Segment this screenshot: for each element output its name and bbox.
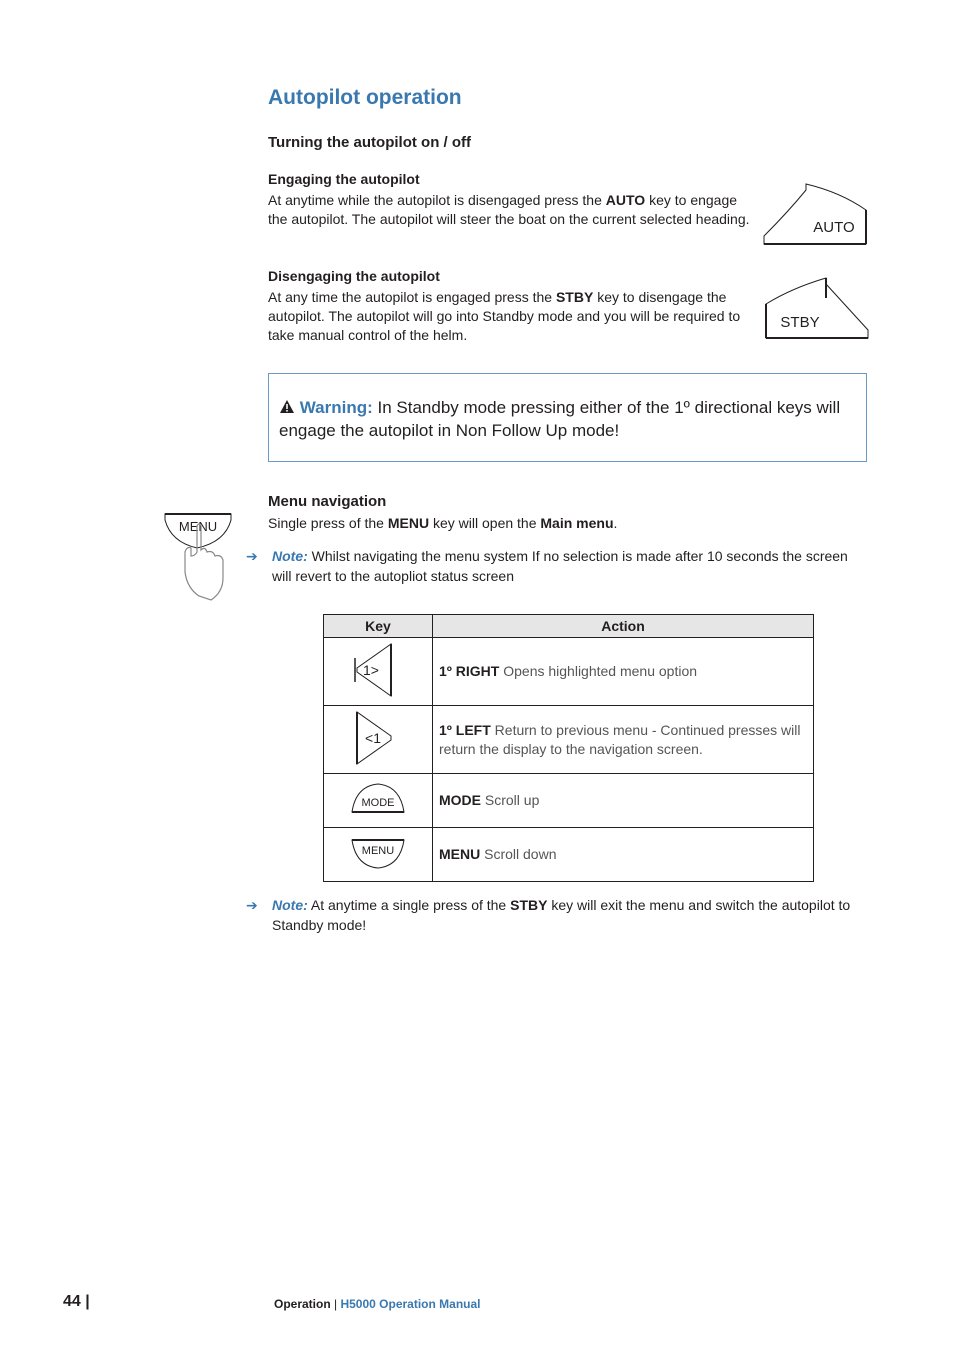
svg-text:MODE: MODE <box>361 797 395 809</box>
menu-key-cell <box>324 828 433 882</box>
disengaging-text: At any time the autopilot is engaged press the STBY key to disengage the autopilot. The autopilot will go into Standby mode and you will be required to take manual control of the helm. <box>268 289 741 343</box>
page-number: 44 | <box>63 1293 90 1310</box>
warning-triangle-icon <box>279 399 295 414</box>
right-action-cell: 1º RIGHT Opens highlighted menu option <box>433 638 814 706</box>
table-row <box>324 706 814 774</box>
footer-text: Operation | H5000 Operation Manual <box>274 1297 481 1311</box>
left-action-cell: 1º LEFT Return to previous menu - Continued presses will return the display to the navigation screen. <box>433 706 814 774</box>
auto-key-label: AUTO <box>813 219 855 236</box>
menu-action-cell: MENU Scroll down <box>433 828 814 882</box>
table-header-action: Action <box>433 615 814 638</box>
svg-text:MENU: MENU <box>178 519 218 534</box>
table-header-key: Key <box>324 615 433 638</box>
mode-key-cell <box>324 774 433 828</box>
engaging-text: At anytime while the autopilot is disengaged press the AUTO key to engage the autopilot. The autopilot will steer the boat on the current selected heading. <box>268 192 750 227</box>
menu-press-icon <box>163 512 235 604</box>
warning-box <box>268 373 867 462</box>
note-arrow-icon: ➔ <box>246 548 258 564</box>
warning-text: Warning: In Standby mode pressing either of the 1º directional keys will engage the autopilot in Non Follow Up mode! <box>279 398 841 440</box>
left-arrow-key-icon <box>353 710 403 766</box>
auto-key-icon <box>760 182 872 248</box>
section-heading: Turning the autopilot on / off <box>268 134 472 151</box>
table-row <box>324 774 814 828</box>
page-title: Autopilot operation <box>268 86 462 109</box>
note-2: Note: At anytime a single press of the STBY key will exit the menu and switch the autopilot to Standby mode! <box>272 897 851 933</box>
engaging-heading: Engaging the autopilot <box>268 171 420 187</box>
menu-nav-heading: Menu navigation <box>268 493 387 510</box>
disengaging-heading: Disengaging the autopilot <box>268 268 440 284</box>
svg-text:MENU: MENU <box>361 845 395 857</box>
right-arrow-key-icon <box>353 642 403 698</box>
menu-key-icon <box>350 836 406 870</box>
mode-action-cell: MODE Scroll up <box>433 774 814 828</box>
right-key-cell <box>324 638 433 706</box>
svg-text:1>: 1> <box>363 662 379 678</box>
table-row <box>324 828 814 882</box>
left-key-cell <box>324 706 433 774</box>
menu-nav-text: Single press of the MENU key will open the Main menu. <box>268 515 618 531</box>
warning-label: Warning: <box>299 398 373 417</box>
mode-key-icon <box>350 782 406 816</box>
key-action-table <box>323 614 814 882</box>
svg-text:<1: <1 <box>365 730 381 746</box>
stby-key-label: STBY <box>780 314 820 331</box>
note-arrow-icon: ➔ <box>246 897 258 913</box>
table-row <box>324 638 814 706</box>
stby-key-icon <box>762 276 872 344</box>
note-1: Note: Whilst navigating the menu system If no selection is made after 10 seconds the screen will revert to the autopliot status screen <box>272 548 848 584</box>
